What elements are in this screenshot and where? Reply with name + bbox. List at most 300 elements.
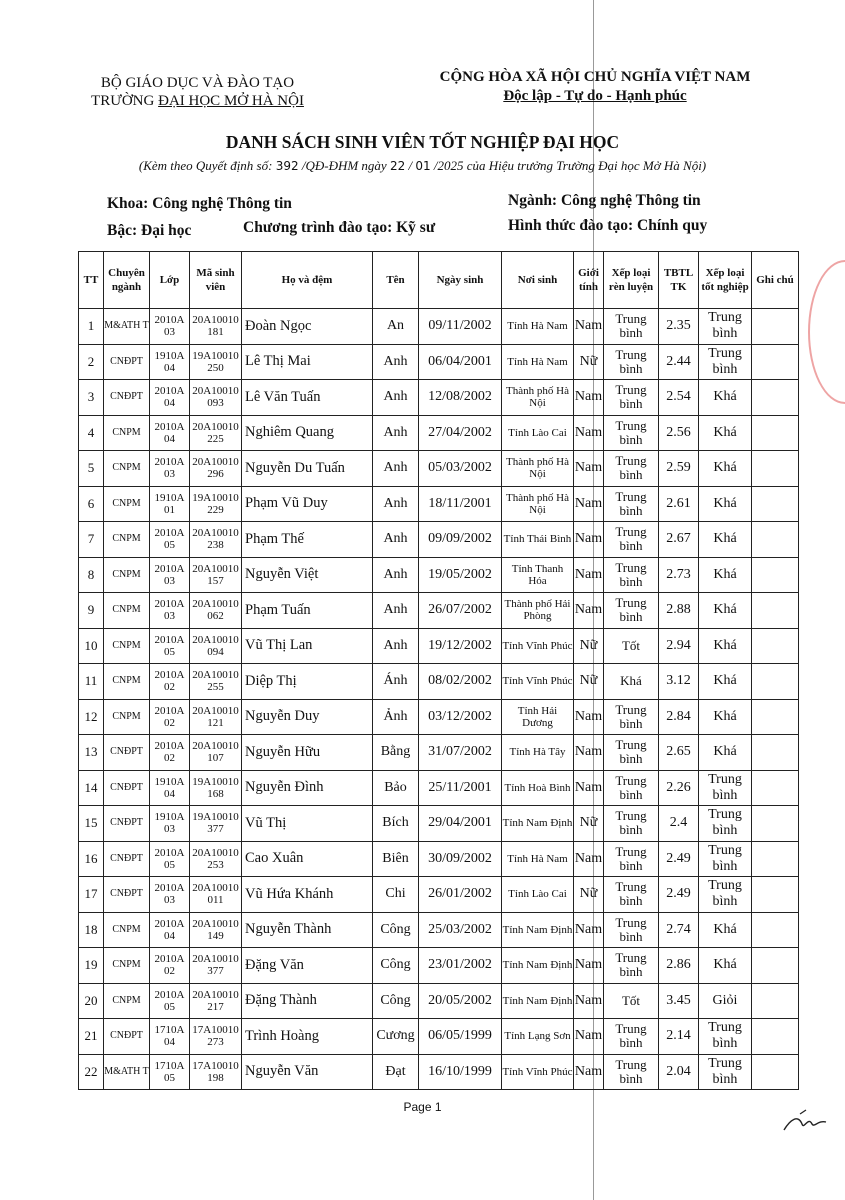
row-given-name: Anh xyxy=(373,344,419,380)
row-sex: Nam xyxy=(574,522,604,558)
row-pob: Tỉnh Hà Tây xyxy=(502,735,574,771)
row-major: CNPM xyxy=(104,415,150,451)
row-number: 6 xyxy=(79,486,104,522)
row-class: 2010A 05 xyxy=(150,522,190,558)
row-gpa: 2.49 xyxy=(659,841,699,877)
row-student-id: 17A10010 273 xyxy=(190,1019,242,1055)
row-conduct: Trung bình xyxy=(604,841,659,877)
row-pob: Tỉnh Hà Nam xyxy=(502,841,574,877)
row-sex: Nam xyxy=(574,593,604,629)
row-gpa: 3.12 xyxy=(659,664,699,700)
row-dob: 03/12/2002 xyxy=(419,699,502,735)
row-student-id: 20A10010 255 xyxy=(190,664,242,700)
row-surname: Nguyễn Việt xyxy=(242,557,373,593)
row-surname: Diệp Thị xyxy=(242,664,373,700)
row-sex: Nam xyxy=(574,557,604,593)
row-dob: 31/07/2002 xyxy=(419,735,502,771)
row-grad-rank: Khá xyxy=(699,522,752,558)
row-major: M&ATH T xyxy=(104,309,150,345)
row-dob: 20/05/2002 xyxy=(419,983,502,1019)
row-given-name: Biên xyxy=(373,841,419,877)
col-class: Lớp xyxy=(150,252,190,309)
row-student-id: 20A10010 121 xyxy=(190,699,242,735)
table-row xyxy=(79,699,799,735)
row-gpa: 2.73 xyxy=(659,557,699,593)
row-conduct: Trung bình xyxy=(604,522,659,558)
row-class: 2010A 02 xyxy=(150,948,190,984)
row-conduct: Trung bình xyxy=(604,593,659,629)
row-note xyxy=(752,486,799,522)
row-sex: Nam xyxy=(574,735,604,771)
row-conduct: Tốt xyxy=(604,983,659,1019)
row-dob: 19/12/2002 xyxy=(419,628,502,664)
row-conduct: Trung bình xyxy=(604,770,659,806)
row-number: 5 xyxy=(79,451,104,487)
row-major: CNĐPT xyxy=(104,380,150,416)
row-student-id: 20A10010 225 xyxy=(190,415,242,451)
country-name: CỘNG HÒA XÃ HỘI CHỦ NGHĨA VIỆT NAM xyxy=(439,69,751,85)
row-gpa: 2.59 xyxy=(659,451,699,487)
row-given-name: Anh xyxy=(373,593,419,629)
row-student-id: 20A10010 062 xyxy=(190,593,242,629)
row-pob: Tỉnh Nam Định xyxy=(502,806,574,842)
ministry-name: BỘ GIÁO DỤC VÀ ĐÀO TẠO xyxy=(100,75,295,91)
col-pob: Nơi sinh xyxy=(502,252,574,309)
row-dob: 26/01/2002 xyxy=(419,877,502,913)
row-dob: 05/03/2002 xyxy=(419,451,502,487)
row-note xyxy=(752,415,799,451)
row-student-id: 20A10010 181 xyxy=(190,309,242,345)
row-given-name: Ảnh xyxy=(373,699,419,735)
row-gpa: 2.88 xyxy=(659,593,699,629)
row-major: CNĐPT xyxy=(104,841,150,877)
row-given-name: Anh xyxy=(373,380,419,416)
subtitle-part-b: /QĐ-ĐHM ngày xyxy=(298,158,390,173)
row-given-name: Bích xyxy=(373,806,419,842)
row-pob: Tỉnh Hải Dương xyxy=(502,699,574,735)
row-grad-rank: Khá xyxy=(699,415,752,451)
row-pob: Tỉnh Hà Nam xyxy=(502,344,574,380)
table-row xyxy=(79,948,799,984)
row-gpa: 2.4 xyxy=(659,806,699,842)
national-header xyxy=(425,68,765,106)
col-student-id: Mã sinh viên xyxy=(190,252,242,309)
col-dob: Ngày sinh xyxy=(419,252,502,309)
decision-day: 22 xyxy=(389,159,406,173)
row-dob: 09/11/2002 xyxy=(419,309,502,345)
row-gpa: 2.61 xyxy=(659,486,699,522)
row-number: 7 xyxy=(79,522,104,558)
row-grad-rank: Trung bình xyxy=(699,1019,752,1055)
row-student-id: 20A10010 253 xyxy=(190,841,242,877)
row-pob: Thành phố Hải Phòng xyxy=(502,593,574,629)
subtitle-part-d: /2025 của Hiệu trưởng Trường Đại học Mở Hà Nội) xyxy=(430,158,707,173)
subtitle-part-c: / xyxy=(405,158,416,173)
row-class: 2010A 04 xyxy=(150,380,190,416)
table-row xyxy=(79,593,799,629)
row-conduct: Tốt xyxy=(604,628,659,664)
row-note xyxy=(752,770,799,806)
row-class: 1710A 04 xyxy=(150,1019,190,1055)
major-label: Ngành: Công nghệ Thông tin xyxy=(508,192,701,209)
row-conduct: Trung bình xyxy=(604,380,659,416)
issuer-block xyxy=(60,74,335,110)
row-gpa: 2.67 xyxy=(659,522,699,558)
program-label: Chương trình đào tạo: Kỹ sư xyxy=(243,219,436,236)
row-student-id: 20A10010 157 xyxy=(190,557,242,593)
row-grad-rank: Khá xyxy=(699,948,752,984)
row-pob: Tỉnh Hoà Bình xyxy=(502,770,574,806)
row-sex: Nữ xyxy=(574,806,604,842)
row-grad-rank: Trung bình xyxy=(699,806,752,842)
col-conduct: Xếp loại rèn luyện xyxy=(604,252,659,309)
row-grad-rank: Trung bình xyxy=(699,309,752,345)
row-surname: Phạm Thế xyxy=(242,522,373,558)
row-surname: Đặng Thành xyxy=(242,983,373,1019)
table-row xyxy=(79,451,799,487)
row-number: 14 xyxy=(79,770,104,806)
row-given-name: Bằng xyxy=(373,735,419,771)
row-conduct: Trung bình xyxy=(604,806,659,842)
row-note xyxy=(752,735,799,771)
row-surname: Vũ Thị xyxy=(242,806,373,842)
row-given-name: Anh xyxy=(373,451,419,487)
row-note xyxy=(752,983,799,1019)
row-conduct: Trung bình xyxy=(604,1054,659,1090)
table-row xyxy=(79,1019,799,1055)
row-surname: Lê Văn Tuấn xyxy=(242,380,373,416)
row-pob: Tỉnh Thái Bình xyxy=(502,522,574,558)
col-major: Chuyên ngành xyxy=(104,252,150,309)
row-pob: Tỉnh Vĩnh Phúc xyxy=(502,628,574,664)
row-dob: 09/09/2002 xyxy=(419,522,502,558)
row-dob: 06/04/2001 xyxy=(419,344,502,380)
row-class: 2010A 02 xyxy=(150,699,190,735)
row-given-name: Công xyxy=(373,948,419,984)
row-class: 1910A 04 xyxy=(150,344,190,380)
row-grad-rank: Khá xyxy=(699,735,752,771)
row-number: 19 xyxy=(79,948,104,984)
row-sex: Nam xyxy=(574,486,604,522)
official-stamp xyxy=(808,260,845,404)
row-class: 2010A 02 xyxy=(150,664,190,700)
row-conduct: Trung bình xyxy=(604,344,659,380)
row-note xyxy=(752,912,799,948)
row-major: CNPM xyxy=(104,451,150,487)
row-dob: 23/01/2002 xyxy=(419,948,502,984)
row-surname: Đặng Văn xyxy=(242,948,373,984)
row-class: 2010A 04 xyxy=(150,912,190,948)
decision-number: 392 xyxy=(275,159,299,173)
row-major: CNĐPT xyxy=(104,344,150,380)
subtitle-part-a: (Kèm theo Quyết định số: xyxy=(138,158,276,173)
row-sex: Nam xyxy=(574,1054,604,1090)
row-pob: Thành phố Hà Nội xyxy=(502,451,574,487)
initial-signature xyxy=(780,1106,830,1136)
row-number: 21 xyxy=(79,1019,104,1055)
row-gpa: 2.94 xyxy=(659,628,699,664)
row-sex: Nam xyxy=(574,699,604,735)
row-number: 4 xyxy=(79,415,104,451)
row-sex: Nam xyxy=(574,912,604,948)
row-gpa: 3.45 xyxy=(659,983,699,1019)
row-note xyxy=(752,877,799,913)
row-given-name: Chi xyxy=(373,877,419,913)
school-name-underlined: ĐẠI HỌC MỞ HÀ NỘI xyxy=(158,93,304,109)
row-major: CNPM xyxy=(104,628,150,664)
row-surname: Nguyễn Duy xyxy=(242,699,373,735)
table-row xyxy=(79,1054,799,1090)
row-student-id: 20A10010 149 xyxy=(190,912,242,948)
row-grad-rank: Khá xyxy=(699,593,752,629)
row-pob: Tỉnh Lào Cai xyxy=(502,877,574,913)
row-major: CNPM xyxy=(104,912,150,948)
row-given-name: Công xyxy=(373,912,419,948)
row-gpa: 2.44 xyxy=(659,344,699,380)
row-given-name: Đạt xyxy=(373,1054,419,1090)
row-major: CNĐPT xyxy=(104,806,150,842)
row-student-id: 19A10010 377 xyxy=(190,806,242,842)
row-number: 10 xyxy=(79,628,104,664)
row-number: 20 xyxy=(79,983,104,1019)
row-surname: Cao Xuân xyxy=(242,841,373,877)
row-major: M&ATH T xyxy=(104,1054,150,1090)
row-sex: Nam xyxy=(574,1019,604,1055)
row-given-name: Cương xyxy=(373,1019,419,1055)
row-given-name: Công xyxy=(373,983,419,1019)
row-grad-rank: Trung bình xyxy=(699,770,752,806)
row-class: 2010A 03 xyxy=(150,309,190,345)
row-given-name: Bảo xyxy=(373,770,419,806)
row-gpa: 2.54 xyxy=(659,380,699,416)
row-gpa: 2.65 xyxy=(659,735,699,771)
row-number: 3 xyxy=(79,380,104,416)
row-note xyxy=(752,806,799,842)
table-row xyxy=(79,664,799,700)
row-given-name: An xyxy=(373,309,419,345)
row-major: CNĐPT xyxy=(104,1019,150,1055)
mode-label: Hình thức đào tạo: Chính quy xyxy=(508,217,708,234)
faculty-label: Khoa: Công nghệ Thông tin xyxy=(107,195,292,212)
row-number: 8 xyxy=(79,557,104,593)
table-row xyxy=(79,983,799,1019)
row-class: 2010A 03 xyxy=(150,451,190,487)
row-gpa: 2.26 xyxy=(659,770,699,806)
row-number: 11 xyxy=(79,664,104,700)
row-class: 2010A 03 xyxy=(150,593,190,629)
row-given-name: Anh xyxy=(373,486,419,522)
row-note xyxy=(752,380,799,416)
row-student-id: 20A10010 011 xyxy=(190,877,242,913)
row-class: 2010A 03 xyxy=(150,557,190,593)
document-subtitle xyxy=(0,158,845,174)
table-row xyxy=(79,486,799,522)
row-grad-rank: Khá xyxy=(699,912,752,948)
row-major: CNPM xyxy=(104,522,150,558)
row-conduct: Trung bình xyxy=(604,309,659,345)
row-major: CNPM xyxy=(104,557,150,593)
row-gpa: 2.14 xyxy=(659,1019,699,1055)
row-note xyxy=(752,557,799,593)
row-sex: Nam xyxy=(574,415,604,451)
row-dob: 12/08/2002 xyxy=(419,380,502,416)
row-grad-rank: Khá xyxy=(699,451,752,487)
col-sex: Giới tính xyxy=(574,252,604,309)
row-sex: Nam xyxy=(574,948,604,984)
table-row xyxy=(79,806,799,842)
row-sex: Nữ xyxy=(574,344,604,380)
row-surname: Lê Thị Mai xyxy=(242,344,373,380)
row-surname: Vũ Thị Lan xyxy=(242,628,373,664)
table-row xyxy=(79,770,799,806)
row-conduct: Trung bình xyxy=(604,415,659,451)
row-pob: Thành phố Hà Nội xyxy=(502,380,574,416)
row-surname: Nghiêm Quang xyxy=(242,415,373,451)
row-sex: Nữ xyxy=(574,877,604,913)
row-note xyxy=(752,699,799,735)
row-class: 2010A 05 xyxy=(150,841,190,877)
table-row xyxy=(79,557,799,593)
row-note xyxy=(752,1019,799,1055)
row-surname: Phạm Vũ Duy xyxy=(242,486,373,522)
row-number: 18 xyxy=(79,912,104,948)
row-note xyxy=(752,451,799,487)
row-conduct: Trung bình xyxy=(604,451,659,487)
row-grad-rank: Trung bình xyxy=(699,841,752,877)
table-row xyxy=(79,522,799,558)
row-conduct: Trung bình xyxy=(604,1019,659,1055)
row-student-id: 20A10010 238 xyxy=(190,522,242,558)
row-gpa: 2.56 xyxy=(659,415,699,451)
row-conduct: Khá xyxy=(604,664,659,700)
row-grad-rank: Khá xyxy=(699,486,752,522)
row-number: 1 xyxy=(79,309,104,345)
row-student-id: 20A10010 217 xyxy=(190,983,242,1019)
school-prefix: TRƯỜNG xyxy=(91,93,159,109)
row-conduct: Trung bình xyxy=(604,735,659,771)
row-dob: 06/05/1999 xyxy=(419,1019,502,1055)
row-surname: Vũ Hứa Khánh xyxy=(242,877,373,913)
row-number: 13 xyxy=(79,735,104,771)
row-dob: 18/11/2001 xyxy=(419,486,502,522)
row-sex: Nam xyxy=(574,380,604,416)
row-number: 12 xyxy=(79,699,104,735)
row-student-id: 20A10010 094 xyxy=(190,628,242,664)
decision-month: 01 xyxy=(415,159,431,173)
table-row xyxy=(79,415,799,451)
row-note xyxy=(752,628,799,664)
row-gpa: 2.74 xyxy=(659,912,699,948)
row-surname: Nguyễn Thành xyxy=(242,912,373,948)
col-tt: TT xyxy=(79,252,104,309)
row-major: CNPM xyxy=(104,948,150,984)
row-gpa: 2.04 xyxy=(659,1054,699,1090)
row-grad-rank: Giỏi xyxy=(699,983,752,1019)
row-surname: Nguyễn Văn xyxy=(242,1054,373,1090)
row-number: 15 xyxy=(79,806,104,842)
row-dob: 26/07/2002 xyxy=(419,593,502,629)
row-given-name: Ánh xyxy=(373,664,419,700)
row-grad-rank: Trung bình xyxy=(699,344,752,380)
row-grad-rank: Khá xyxy=(699,557,752,593)
row-pob: Tỉnh Hà Nam xyxy=(502,309,574,345)
row-major: CNPM xyxy=(104,983,150,1019)
row-dob: 19/05/2002 xyxy=(419,557,502,593)
school-name xyxy=(60,92,335,110)
row-note xyxy=(752,841,799,877)
row-conduct: Trung bình xyxy=(604,948,659,984)
row-surname: Nguyễn Đình xyxy=(242,770,373,806)
level-label: Bậc: Đại học xyxy=(107,222,192,239)
row-sex: Nam xyxy=(574,770,604,806)
row-student-id: 17A10010 198 xyxy=(190,1054,242,1090)
row-major: CNĐPT xyxy=(104,877,150,913)
row-surname: Đoàn Ngọc xyxy=(242,309,373,345)
row-surname: Trình Hoàng xyxy=(242,1019,373,1055)
row-given-name: Anh xyxy=(373,522,419,558)
row-class: 2010A 05 xyxy=(150,983,190,1019)
row-class: 2010A 05 xyxy=(150,628,190,664)
row-class: 2010A 03 xyxy=(150,877,190,913)
row-student-id: 19A10010 229 xyxy=(190,486,242,522)
row-sex: Nam xyxy=(574,309,604,345)
row-major: CNĐPT xyxy=(104,735,150,771)
row-conduct: Trung bình xyxy=(604,557,659,593)
row-student-id: 19A10010 250 xyxy=(190,344,242,380)
row-conduct: Trung bình xyxy=(604,486,659,522)
row-note xyxy=(752,522,799,558)
row-pob: Tỉnh Nam Định xyxy=(502,948,574,984)
row-note xyxy=(752,344,799,380)
col-grad-rank: Xếp loại tốt nghiệp xyxy=(699,252,752,309)
row-sex: Nam xyxy=(574,983,604,1019)
national-motto: Độc lập - Tự do - Hạnh phúc xyxy=(503,88,687,104)
row-grad-rank: Khá xyxy=(699,380,752,416)
row-note xyxy=(752,948,799,984)
row-class: 1910A 04 xyxy=(150,770,190,806)
row-grad-rank: Khá xyxy=(699,628,752,664)
row-number: 22 xyxy=(79,1054,104,1090)
row-student-id: 20A10010 093 xyxy=(190,380,242,416)
row-note xyxy=(752,1054,799,1090)
row-number: 2 xyxy=(79,344,104,380)
row-class: 1910A 01 xyxy=(150,486,190,522)
row-surname: Nguyễn Hữu xyxy=(242,735,373,771)
row-dob: 08/02/2002 xyxy=(419,664,502,700)
row-student-id: 19A10010 168 xyxy=(190,770,242,806)
row-class: 2010A 04 xyxy=(150,415,190,451)
row-given-name: Anh xyxy=(373,557,419,593)
col-note: Ghi chú xyxy=(752,252,799,309)
col-given-name: Tên xyxy=(373,252,419,309)
row-class: 2010A 02 xyxy=(150,735,190,771)
row-sex: Nữ xyxy=(574,628,604,664)
col-surname: Họ và đệm xyxy=(242,252,373,309)
row-dob: 27/04/2002 xyxy=(419,415,502,451)
row-grad-rank: Khá xyxy=(699,699,752,735)
table-row xyxy=(79,309,799,345)
table-row xyxy=(79,877,799,913)
row-pob: Tỉnh Lạng Sơn xyxy=(502,1019,574,1055)
table-row xyxy=(79,912,799,948)
row-student-id: 20A10010 377 xyxy=(190,948,242,984)
row-given-name: Anh xyxy=(373,415,419,451)
table-row xyxy=(79,344,799,380)
table-row xyxy=(79,628,799,664)
row-student-id: 20A10010 296 xyxy=(190,451,242,487)
row-pob: Tỉnh Thanh Hóa xyxy=(502,557,574,593)
row-dob: 16/10/1999 xyxy=(419,1054,502,1090)
